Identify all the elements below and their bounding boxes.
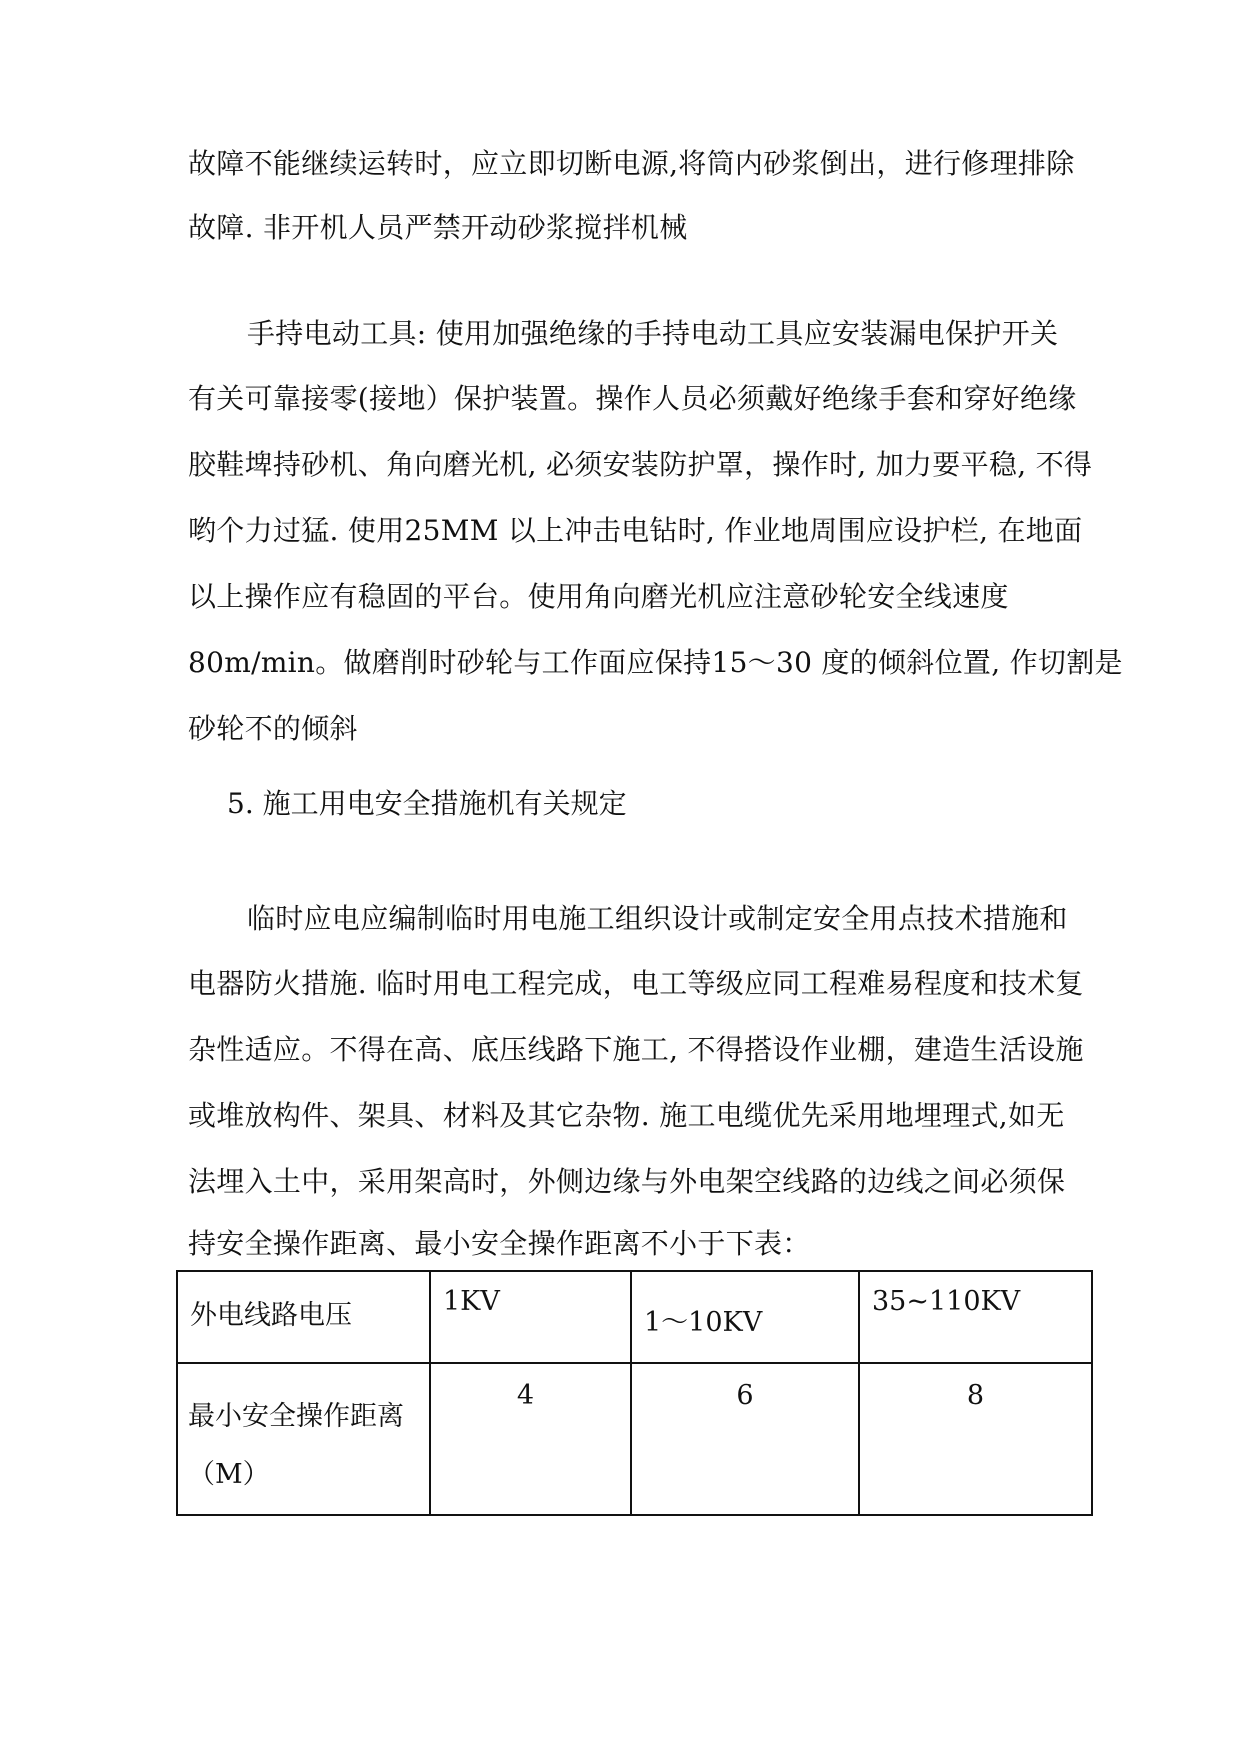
table-cell: [430, 1271, 631, 1363]
paragraph-2-line-6: 80m/min。做磨削时砂轮与工作面应保持15～30 度的倾斜位置, 作切割是: [188, 646, 1123, 679]
table-cell: [631, 1271, 859, 1363]
voltage-header-label: 外电线路电压: [190, 1300, 352, 1331]
paragraph-2-line-7: 砂轮不的倾斜: [188, 712, 358, 745]
voltage-value: 1～10KV: [644, 1307, 763, 1338]
distance-value: 6: [736, 1380, 754, 1411]
distance-row-label: 最小安全操作距离（M）: [188, 1401, 404, 1490]
table-cell: [430, 1363, 631, 1515]
paragraph-1-line-1: 故障不能继续运转时，应立即切断电源,将筒内砂浆倒出，进行修理排除: [188, 147, 1075, 180]
paragraph-2-line-1: 手持电动工具: 使用加强绝缘的手持电动工具应安装漏电保护开关: [247, 317, 1059, 350]
table-row: [177, 1363, 1092, 1515]
paragraph-3-line-6: 持安全操作距离、最小安全操作距离不小于下表：: [188, 1227, 811, 1260]
paragraph-2-line-5: 以上操作应有稳固的平台。使用角向磨光机应注意砂轮安全线速度: [188, 580, 1009, 613]
paragraph-2-line-4: 哟个力过猛. 使用25MM 以上冲击电钻时, 作业地周围应设护栏, 在地面: [188, 514, 1083, 547]
section-heading: 5. 施工用电安全措施机有关规定: [227, 787, 627, 820]
paragraph-3-line-3: 杂性适应。不得在高、底压线路下施工, 不得搭设作业棚，建造生活设施: [188, 1033, 1084, 1066]
paragraph-3-line-5: 法埋入土中，采用架高时，外侧边缘与外电架空线路的边线之间必须保: [188, 1165, 1066, 1198]
distance-value: 4: [516, 1380, 535, 1411]
paragraph-3-line-4: 或堆放构件、架具、材料及其它杂物. 施工电缆优先采用地埋理式,如无: [188, 1099, 1065, 1132]
voltage-value: 1KV: [443, 1286, 500, 1317]
distance-value: 8: [966, 1380, 985, 1411]
paragraph-2-line-3: 胶鞋埤持砂机、角向磨光机, 必须安装防护罩，操作时, 加力要平稳, 不得: [188, 448, 1093, 481]
table-cell: [177, 1363, 430, 1515]
paragraph-3-line-1: 临时应电应编制临时用电施工组织设计或制定安全用点技术措施和: [247, 902, 1068, 935]
table-cell: [631, 1363, 859, 1515]
paragraph-2-line-2: 有关可靠接零(接地）保护装置。操作人员必须戴好绝缘手套和穿好绝缘: [188, 382, 1077, 415]
table-cell: [859, 1271, 1092, 1363]
paragraph-3-line-2: 电器防火措施. 临时用电工程完成，电工等级应同工程难易程度和技术复: [188, 967, 1084, 1000]
table-cell: [859, 1363, 1092, 1515]
paragraph-1-line-2: 故障. 非开机人员严禁开动砂浆搅拌机械: [188, 211, 688, 244]
table-cell: [177, 1271, 430, 1363]
voltage-value: 35~110KV: [872, 1286, 1021, 1317]
safety-distance-table: [176, 1270, 1093, 1516]
table-row: [177, 1271, 1092, 1363]
